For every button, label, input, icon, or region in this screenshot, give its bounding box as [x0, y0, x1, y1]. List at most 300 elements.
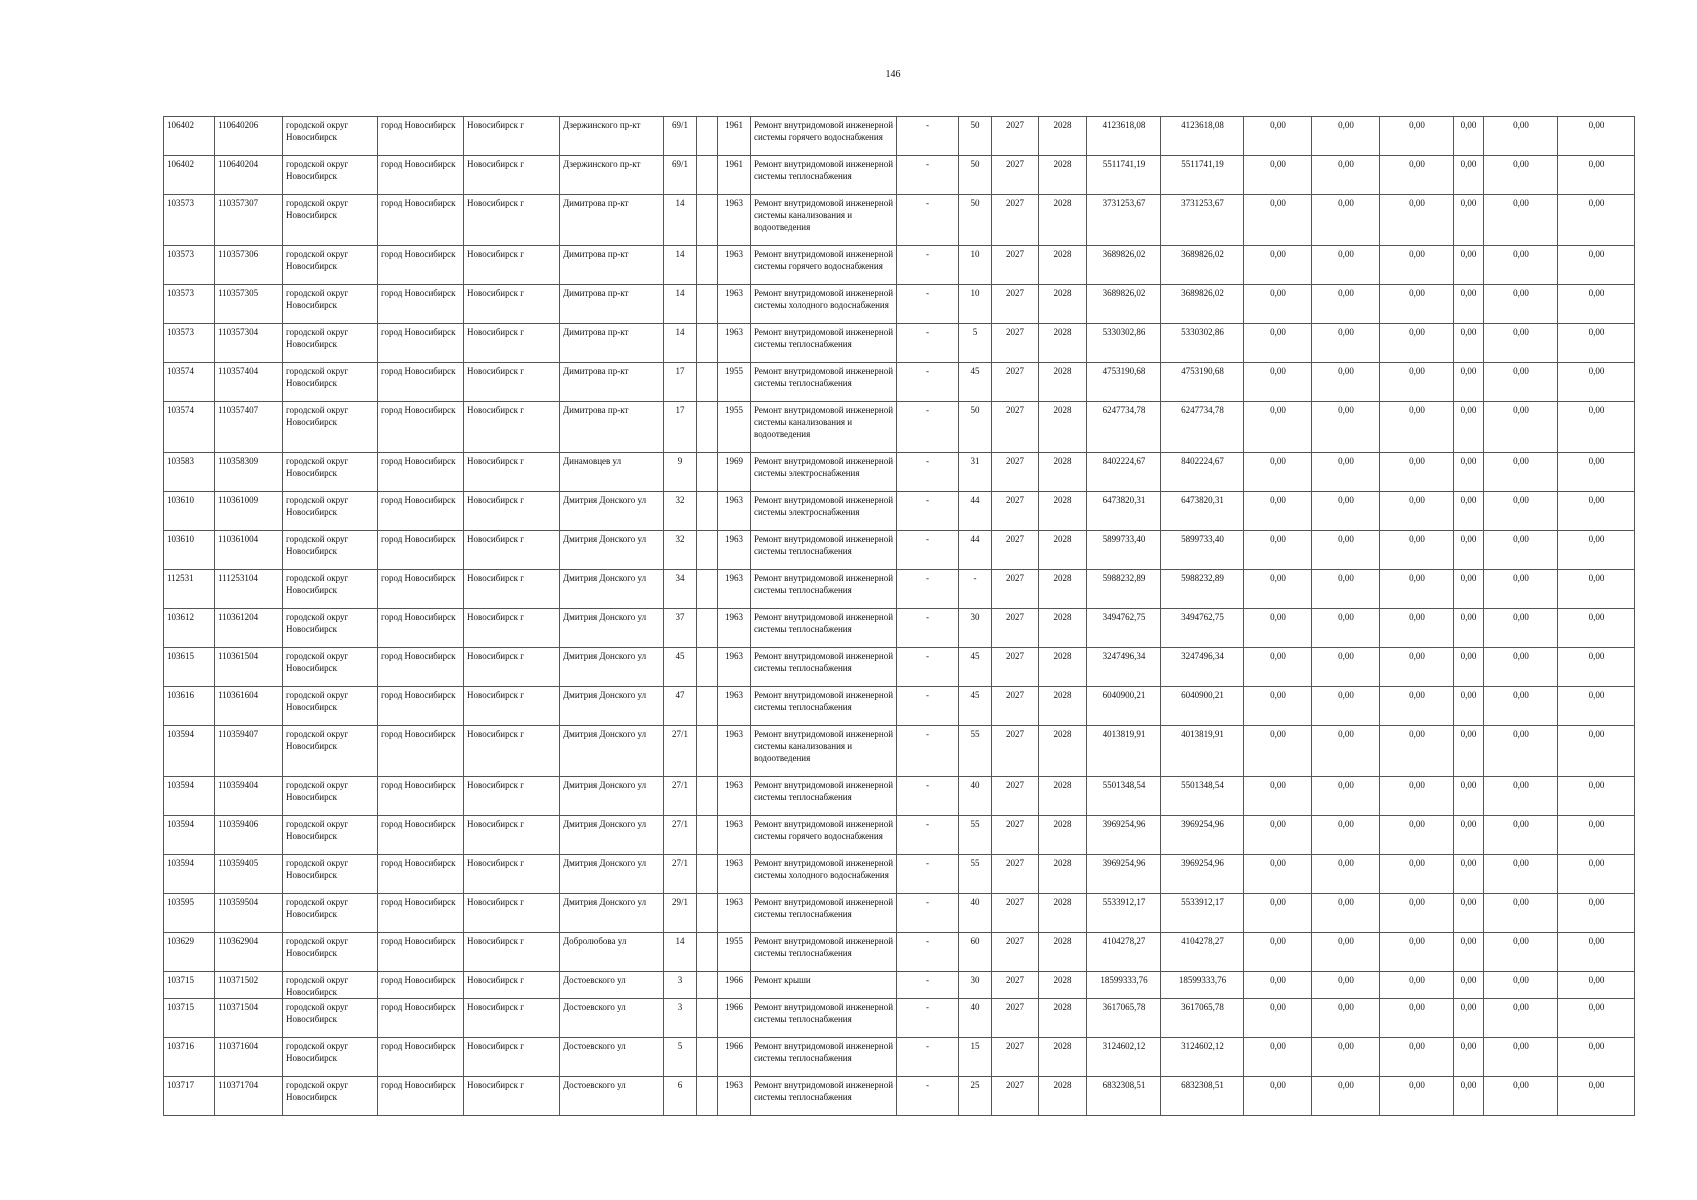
cell-work-type: Ремонт внутридомовой инженерной системы теплоснабжения — [751, 777, 897, 816]
cell-year-start: 2027 — [992, 894, 1039, 933]
cell-year-end: 2028 — [1039, 648, 1087, 687]
cell-year-end: 2028 — [1039, 156, 1087, 195]
cell-work-type: Ремонт внутридомовой инженерной системы теплоснабжения — [751, 363, 897, 402]
table-row — [164, 156, 1635, 195]
cell-house: 27/1 — [664, 855, 697, 894]
cell-value-5: 0,00 — [1484, 609, 1558, 648]
cell-settlement: город Новосибирск — [378, 156, 464, 195]
cell-cost: 6473820,31 — [1087, 492, 1161, 531]
cell-value-6: 0,00 — [1558, 324, 1635, 363]
cell-value-6: 0,00 — [1558, 609, 1635, 648]
cell-dash: - — [897, 324, 959, 363]
cell-value-3: 0,00 — [1380, 285, 1454, 324]
cell-year-built: 1961 — [718, 117, 751, 156]
cell-value-2: 0,00 — [1312, 816, 1380, 855]
cell-id: 103610 — [164, 531, 215, 570]
cell-dash: - — [897, 855, 959, 894]
cell-city: Новосибирск г — [464, 531, 560, 570]
cell-value-1: 0,00 — [1244, 363, 1312, 402]
cell-value-2: 0,00 — [1312, 363, 1380, 402]
cell-value-1: 0,00 — [1244, 246, 1312, 285]
cell-cost: 3689826,02 — [1087, 246, 1161, 285]
cell-value-3: 0,00 — [1380, 117, 1454, 156]
cell-street: Дмитрия Донского ул — [560, 531, 664, 570]
cell-cost-total: 4013819,91 — [1161, 726, 1244, 777]
cell-city: Новосибирск г — [464, 777, 560, 816]
cell-year-built: 1955 — [718, 363, 751, 402]
cell-house: 3 — [664, 999, 697, 1038]
cell-settlement: город Новосибирск — [378, 570, 464, 609]
cell-street: Дмитрия Донского ул — [560, 894, 664, 933]
cell-value-5: 0,00 — [1484, 453, 1558, 492]
cell-cost-total: 4123618,08 — [1161, 117, 1244, 156]
cell-extra — [697, 402, 718, 453]
cell-value-6: 0,00 — [1558, 402, 1635, 453]
cell-value-3: 0,00 — [1380, 816, 1454, 855]
cell-house: 27/1 — [664, 726, 697, 777]
cell-year-built: 1966 — [718, 999, 751, 1038]
cell-district: городской округ Новосибирск — [283, 117, 378, 156]
cell-year-end: 2028 — [1039, 324, 1087, 363]
cell-street: Дмитрия Донского ул — [560, 609, 664, 648]
cell-year-built: 1963 — [718, 894, 751, 933]
cell-street: Димитрова пр-кт — [560, 195, 664, 246]
cell-house: 27/1 — [664, 777, 697, 816]
cell-year-built: 1963 — [718, 687, 751, 726]
page-number: 146 — [885, 69, 901, 80]
cell-street: Достоевского ул — [560, 1077, 664, 1116]
cell-extra — [697, 531, 718, 570]
cell-settlement: город Новосибирск — [378, 999, 464, 1038]
cell-cost-total: 3617065,78 — [1161, 999, 1244, 1038]
cell-value-5: 0,00 — [1484, 777, 1558, 816]
cell-value-1: 0,00 — [1244, 777, 1312, 816]
cell-id: 103716 — [164, 1038, 215, 1077]
cell-year-start: 2027 — [992, 195, 1039, 246]
cell-extra — [697, 453, 718, 492]
cell-work-type: Ремонт внутридомовой инженерной системы горячего водоснабжения — [751, 117, 897, 156]
cell-dash: - — [897, 648, 959, 687]
cell-district: городской округ Новосибирск — [283, 1038, 378, 1077]
cell-code: 110361504 — [215, 648, 283, 687]
table-row — [164, 855, 1635, 894]
cell-value-4: 0,00 — [1454, 999, 1484, 1038]
cell-district: городской округ Новосибирск — [283, 648, 378, 687]
cell-wear: 50 — [959, 402, 992, 453]
cell-dash: - — [897, 999, 959, 1038]
cell-value-6: 0,00 — [1558, 195, 1635, 246]
cell-value-4: 0,00 — [1454, 285, 1484, 324]
cell-city: Новосибирск г — [464, 453, 560, 492]
cell-city: Новосибирск г — [464, 492, 560, 531]
cell-dash: - — [897, 492, 959, 531]
cell-value-1: 0,00 — [1244, 999, 1312, 1038]
cell-year-end: 2028 — [1039, 855, 1087, 894]
cell-code: 110362904 — [215, 933, 283, 972]
cell-extra — [697, 972, 718, 999]
cell-settlement: город Новосибирск — [378, 972, 464, 999]
cell-dash: - — [897, 402, 959, 453]
cell-year-end: 2028 — [1039, 999, 1087, 1038]
cell-value-2: 0,00 — [1312, 999, 1380, 1038]
cell-work-type: Ремонт внутридомовой инженерной системы канализования и водоотведения — [751, 402, 897, 453]
repair-schedule-table — [163, 116, 1635, 1116]
cell-value-1: 0,00 — [1244, 816, 1312, 855]
cell-value-5: 0,00 — [1484, 999, 1558, 1038]
cell-cost-total: 3689826,02 — [1161, 285, 1244, 324]
cell-value-5: 0,00 — [1484, 285, 1558, 324]
cell-cost: 3731253,67 — [1087, 195, 1161, 246]
cell-value-5: 0,00 — [1484, 816, 1558, 855]
cell-wear: 50 — [959, 156, 992, 195]
cell-value-5: 0,00 — [1484, 246, 1558, 285]
cell-cost: 3689826,02 — [1087, 285, 1161, 324]
cell-year-start: 2027 — [992, 726, 1039, 777]
cell-year-end: 2028 — [1039, 972, 1087, 999]
cell-value-1: 0,00 — [1244, 195, 1312, 246]
cell-year-end: 2028 — [1039, 363, 1087, 402]
cell-value-5: 0,00 — [1484, 687, 1558, 726]
cell-wear: 50 — [959, 117, 992, 156]
cell-value-3: 0,00 — [1380, 1038, 1454, 1077]
cell-value-1: 0,00 — [1244, 531, 1312, 570]
cell-dash: - — [897, 195, 959, 246]
cell-year-end: 2028 — [1039, 894, 1087, 933]
cell-cost: 3617065,78 — [1087, 999, 1161, 1038]
cell-value-1: 0,00 — [1244, 453, 1312, 492]
cell-value-1: 0,00 — [1244, 402, 1312, 453]
cell-value-6: 0,00 — [1558, 855, 1635, 894]
cell-value-5: 0,00 — [1484, 933, 1558, 972]
cell-year-built: 1963 — [718, 816, 751, 855]
cell-extra — [697, 687, 718, 726]
cell-street: Достоевского ул — [560, 999, 664, 1038]
cell-value-4: 0,00 — [1454, 453, 1484, 492]
cell-house: 14 — [664, 285, 697, 324]
cell-value-2: 0,00 — [1312, 195, 1380, 246]
cell-settlement: город Новосибирск — [378, 609, 464, 648]
cell-settlement: город Новосибирск — [378, 285, 464, 324]
cell-year-end: 2028 — [1039, 570, 1087, 609]
cell-cost: 6832308,51 — [1087, 1077, 1161, 1116]
cell-value-6: 0,00 — [1558, 453, 1635, 492]
cell-district: городской округ Новосибирск — [283, 156, 378, 195]
cell-code: 110640204 — [215, 156, 283, 195]
cell-code: 110357305 — [215, 285, 283, 324]
cell-work-type: Ремонт внутридомовой инженерной системы горячего водоснабжения — [751, 246, 897, 285]
cell-house: 32 — [664, 531, 697, 570]
cell-cost-total: 5899733,40 — [1161, 531, 1244, 570]
cell-dash: - — [897, 246, 959, 285]
cell-street: Добролюбова ул — [560, 933, 664, 972]
cell-value-5: 0,00 — [1484, 855, 1558, 894]
cell-value-6: 0,00 — [1558, 531, 1635, 570]
cell-wear: 55 — [959, 855, 992, 894]
cell-code: 110359504 — [215, 894, 283, 933]
cell-value-6: 0,00 — [1558, 156, 1635, 195]
cell-street: Дмитрия Донского ул — [560, 492, 664, 531]
cell-cost-total: 4753190,68 — [1161, 363, 1244, 402]
cell-city: Новосибирск г — [464, 117, 560, 156]
cell-dash: - — [897, 777, 959, 816]
cell-year-start: 2027 — [992, 933, 1039, 972]
cell-settlement: город Новосибирск — [378, 777, 464, 816]
cell-code: 110371502 — [215, 972, 283, 999]
cell-id: 103616 — [164, 687, 215, 726]
table-row — [164, 933, 1635, 972]
table-row — [164, 1038, 1635, 1077]
cell-value-4: 0,00 — [1454, 816, 1484, 855]
cell-code: 110361604 — [215, 687, 283, 726]
cell-value-1: 0,00 — [1244, 570, 1312, 609]
cell-value-6: 0,00 — [1558, 726, 1635, 777]
cell-code: 110357407 — [215, 402, 283, 453]
cell-city: Новосибирск г — [464, 999, 560, 1038]
cell-id: 103615 — [164, 648, 215, 687]
cell-street: Достоевского ул — [560, 1038, 664, 1077]
cell-year-end: 2028 — [1039, 246, 1087, 285]
cell-house: 17 — [664, 363, 697, 402]
cell-value-6: 0,00 — [1558, 285, 1635, 324]
cell-value-2: 0,00 — [1312, 402, 1380, 453]
cell-work-type: Ремонт внутридомовой инженерной системы теплоснабжения — [751, 324, 897, 363]
cell-year-start: 2027 — [992, 855, 1039, 894]
cell-value-3: 0,00 — [1380, 999, 1454, 1038]
cell-street: Достоевского ул — [560, 972, 664, 999]
cell-year-built: 1963 — [718, 609, 751, 648]
cell-value-2: 0,00 — [1312, 570, 1380, 609]
cell-year-end: 2028 — [1039, 1038, 1087, 1077]
cell-cost-total: 18599333,76 — [1161, 972, 1244, 999]
cell-wear: 55 — [959, 726, 992, 777]
cell-house: 14 — [664, 324, 697, 363]
cell-city: Новосибирск г — [464, 1077, 560, 1116]
cell-value-3: 0,00 — [1380, 855, 1454, 894]
cell-extra — [697, 609, 718, 648]
cell-cost: 4753190,68 — [1087, 363, 1161, 402]
cell-cost: 18599333,76 — [1087, 972, 1161, 999]
cell-settlement: город Новосибирск — [378, 816, 464, 855]
cell-settlement: город Новосибирск — [378, 648, 464, 687]
cell-extra — [697, 816, 718, 855]
cell-year-start: 2027 — [992, 156, 1039, 195]
cell-value-3: 0,00 — [1380, 402, 1454, 453]
cell-value-1: 0,00 — [1244, 972, 1312, 999]
cell-city: Новосибирск г — [464, 246, 560, 285]
cell-city: Новосибирск г — [464, 855, 560, 894]
cell-wear: 44 — [959, 492, 992, 531]
cell-value-3: 0,00 — [1380, 777, 1454, 816]
cell-value-5: 0,00 — [1484, 492, 1558, 531]
cell-value-5: 0,00 — [1484, 531, 1558, 570]
cell-district: городской округ Новосибирск — [283, 246, 378, 285]
cell-city: Новосибирск г — [464, 894, 560, 933]
table-row — [164, 1077, 1635, 1116]
cell-work-type: Ремонт внутридомовой инженерной системы электроснабжения — [751, 453, 897, 492]
cell-dash: - — [897, 933, 959, 972]
table-body — [164, 117, 1635, 1116]
cell-house: 6 — [664, 1077, 697, 1116]
cell-extra — [697, 117, 718, 156]
cell-value-4: 0,00 — [1454, 894, 1484, 933]
cell-settlement: город Новосибирск — [378, 687, 464, 726]
cell-value-4: 0,00 — [1454, 195, 1484, 246]
cell-dash: - — [897, 972, 959, 999]
cell-year-start: 2027 — [992, 531, 1039, 570]
cell-value-3: 0,00 — [1380, 156, 1454, 195]
cell-extra — [697, 1038, 718, 1077]
cell-value-5: 0,00 — [1484, 195, 1558, 246]
cell-work-type: Ремонт внутридомовой инженерной системы теплоснабжения — [751, 933, 897, 972]
cell-value-1: 0,00 — [1244, 609, 1312, 648]
cell-value-1: 0,00 — [1244, 285, 1312, 324]
cell-extra — [697, 777, 718, 816]
cell-district: городской округ Новосибирск — [283, 570, 378, 609]
cell-district: городской округ Новосибирск — [283, 816, 378, 855]
cell-value-5: 0,00 — [1484, 570, 1558, 609]
cell-code: 110371704 — [215, 1077, 283, 1116]
cell-extra — [697, 855, 718, 894]
cell-district: городской округ Новосибирск — [283, 855, 378, 894]
cell-work-type: Ремонт внутридомовой инженерной системы горячего водоснабжения — [751, 816, 897, 855]
cell-extra — [697, 999, 718, 1038]
cell-city: Новосибирск г — [464, 687, 560, 726]
cell-code: 110359406 — [215, 816, 283, 855]
cell-city: Новосибирск г — [464, 570, 560, 609]
cell-wear: 15 — [959, 1038, 992, 1077]
cell-value-1: 0,00 — [1244, 492, 1312, 531]
cell-value-2: 0,00 — [1312, 855, 1380, 894]
cell-code: 110359405 — [215, 855, 283, 894]
table-row — [164, 453, 1635, 492]
cell-value-6: 0,00 — [1558, 816, 1635, 855]
cell-value-5: 0,00 — [1484, 1077, 1558, 1116]
cell-year-start: 2027 — [992, 363, 1039, 402]
cell-value-2: 0,00 — [1312, 1077, 1380, 1116]
cell-cost: 4104278,27 — [1087, 933, 1161, 972]
cell-work-type: Ремонт внутридомовой инженерной системы электроснабжения — [751, 492, 897, 531]
cell-id: 103594 — [164, 855, 215, 894]
cell-settlement: город Новосибирск — [378, 933, 464, 972]
cell-value-3: 0,00 — [1380, 324, 1454, 363]
cell-code: 110371604 — [215, 1038, 283, 1077]
cell-year-built: 1963 — [718, 195, 751, 246]
cell-settlement: город Новосибирск — [378, 531, 464, 570]
cell-year-end: 2028 — [1039, 531, 1087, 570]
cell-extra — [697, 156, 718, 195]
cell-street: Димитрова пр-кт — [560, 324, 664, 363]
cell-extra — [697, 363, 718, 402]
cell-value-1: 0,00 — [1244, 894, 1312, 933]
cell-id: 103612 — [164, 609, 215, 648]
cell-house: 27/1 — [664, 816, 697, 855]
cell-value-3: 0,00 — [1380, 492, 1454, 531]
cell-value-4: 0,00 — [1454, 246, 1484, 285]
cell-value-3: 0,00 — [1380, 609, 1454, 648]
cell-dash: - — [897, 570, 959, 609]
cell-house: 69/1 — [664, 156, 697, 195]
cell-year-start: 2027 — [992, 570, 1039, 609]
cell-district: городской округ Новосибирск — [283, 285, 378, 324]
cell-value-3: 0,00 — [1380, 687, 1454, 726]
cell-value-4: 0,00 — [1454, 156, 1484, 195]
cell-id: 103573 — [164, 246, 215, 285]
cell-value-2: 0,00 — [1312, 492, 1380, 531]
cell-code: 110357304 — [215, 324, 283, 363]
cell-value-4: 0,00 — [1454, 687, 1484, 726]
cell-value-4: 0,00 — [1454, 1038, 1484, 1077]
cell-value-1: 0,00 — [1244, 726, 1312, 777]
cell-dash: - — [897, 1077, 959, 1116]
table-row — [164, 402, 1635, 453]
cell-work-type: Ремонт внутридомовой инженерной системы теплоснабжения — [751, 1077, 897, 1116]
cell-value-3: 0,00 — [1380, 453, 1454, 492]
cell-street: Дзержинского пр-кт — [560, 117, 664, 156]
cell-year-built: 1961 — [718, 156, 751, 195]
cell-id: 103715 — [164, 999, 215, 1038]
cell-value-6: 0,00 — [1558, 687, 1635, 726]
cell-district: городской округ Новосибирск — [283, 453, 378, 492]
cell-value-2: 0,00 — [1312, 894, 1380, 933]
cell-work-type: Ремонт внутридомовой инженерной системы теплоснабжения — [751, 648, 897, 687]
cell-wear: 40 — [959, 777, 992, 816]
cell-year-built: 1963 — [718, 246, 751, 285]
cell-settlement: город Новосибирск — [378, 726, 464, 777]
cell-year-end: 2028 — [1039, 726, 1087, 777]
cell-value-6: 0,00 — [1558, 492, 1635, 531]
cell-year-start: 2027 — [992, 687, 1039, 726]
cell-work-type: Ремонт внутридомовой инженерной системы теплоснабжения — [751, 531, 897, 570]
table-row — [164, 777, 1635, 816]
cell-cost-total: 4104278,27 — [1161, 933, 1244, 972]
cell-street: Димитрова пр-кт — [560, 363, 664, 402]
cell-year-built: 1963 — [718, 726, 751, 777]
cell-code: 111253104 — [215, 570, 283, 609]
cell-cost: 5988232,89 — [1087, 570, 1161, 609]
cell-value-2: 0,00 — [1312, 609, 1380, 648]
cell-year-end: 2028 — [1039, 195, 1087, 246]
cell-settlement: город Новосибирск — [378, 492, 464, 531]
cell-year-start: 2027 — [992, 324, 1039, 363]
cell-value-2: 0,00 — [1312, 1038, 1380, 1077]
cell-value-1: 0,00 — [1244, 1077, 1312, 1116]
cell-value-4: 0,00 — [1454, 531, 1484, 570]
cell-value-2: 0,00 — [1312, 972, 1380, 999]
cell-value-4: 0,00 — [1454, 324, 1484, 363]
cell-value-3: 0,00 — [1380, 726, 1454, 777]
cell-year-end: 2028 — [1039, 117, 1087, 156]
cell-value-5: 0,00 — [1484, 726, 1558, 777]
cell-value-2: 0,00 — [1312, 324, 1380, 363]
cell-code: 110357307 — [215, 195, 283, 246]
cell-wear: 25 — [959, 1077, 992, 1116]
cell-year-start: 2027 — [992, 492, 1039, 531]
cell-year-built: 1955 — [718, 933, 751, 972]
cell-cost: 6247734,78 — [1087, 402, 1161, 453]
cell-city: Новосибирск г — [464, 156, 560, 195]
cell-cost-total: 3124602,12 — [1161, 1038, 1244, 1077]
cell-cost: 3969254,96 — [1087, 816, 1161, 855]
cell-wear: 10 — [959, 285, 992, 324]
cell-district: городской округ Новосибирск — [283, 687, 378, 726]
cell-cost-total: 6473820,31 — [1161, 492, 1244, 531]
cell-cost-total: 5330302,86 — [1161, 324, 1244, 363]
cell-value-4: 0,00 — [1454, 933, 1484, 972]
cell-year-built: 1963 — [718, 855, 751, 894]
cell-street: Димитрова пр-кт — [560, 402, 664, 453]
cell-street: Динамовцев ул — [560, 453, 664, 492]
cell-street: Дмитрия Донского ул — [560, 687, 664, 726]
